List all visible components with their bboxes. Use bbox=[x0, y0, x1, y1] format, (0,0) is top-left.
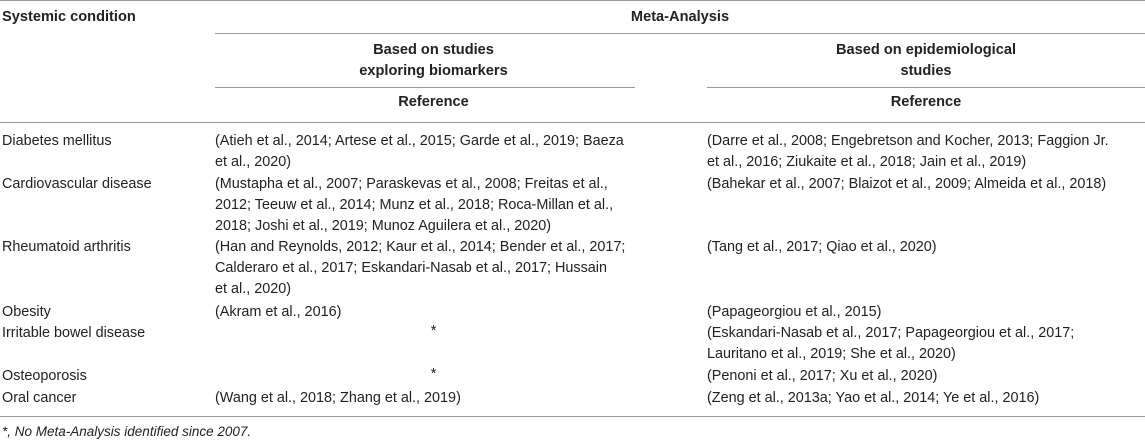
row-biomarkers: (Akram et al., 2016) bbox=[215, 304, 342, 320]
col-title-rule-2 bbox=[707, 87, 1145, 88]
row-epidemiological: (Bahekar et al., 2007; Blaizot et al., 2009; Almeida et al., 2018) bbox=[707, 176, 1107, 192]
header-col2-title: Based on epidemiological studies bbox=[835, 42, 1017, 79]
header-systemic-condition: Systemic condition bbox=[2, 9, 136, 25]
row-condition: Cardiovascular disease bbox=[2, 176, 152, 192]
row-epidemiological: (Darre et al., 2008; Engebretson and Kocher, 2013; Faggion Jr. et al., 2016; Ziukaite et al., 2018; Jain et al., 2019) bbox=[707, 133, 1109, 170]
row-biomarkers: (Wang et al., 2018; Zhang et al., 2019) bbox=[215, 390, 461, 406]
row-condition: Rheumatoid arthritis bbox=[2, 239, 131, 255]
row-condition: Obesity bbox=[2, 304, 51, 320]
header-col1-reference: Reference bbox=[398, 94, 469, 110]
top-rule bbox=[0, 0, 1145, 1]
header-bottom-rule bbox=[0, 122, 1145, 123]
row-epidemiological: (Penoni et al., 2017; Xu et al., 2020) bbox=[707, 368, 938, 384]
row-condition: Diabetes mellitus bbox=[2, 133, 112, 149]
header-col2-reference: Reference bbox=[890, 94, 962, 110]
row-condition: Irritable bowel disease bbox=[2, 325, 146, 341]
row-condition: Oral cancer bbox=[2, 390, 77, 406]
row-epidemiological: (Papageorgiou et al., 2015) bbox=[707, 304, 882, 320]
row-biomarkers: * bbox=[430, 323, 437, 339]
meta-analysis-rule bbox=[215, 33, 1145, 34]
header-meta-analysis: Meta-Analysis bbox=[630, 9, 730, 25]
row-biomarkers: (Han and Reynolds, 2012; Kaur et al., 2014; Bender et al., 2017; Calderaro et al., 2017; Eskandari-Nasab et al., 2017; Hussain et al., 2020) bbox=[215, 239, 626, 297]
row-epidemiological: (Zeng et al., 2013a; Yao et al., 2014; Ye et al., 2016) bbox=[707, 390, 1040, 406]
row-epidemiological: (Tang et al., 2017; Qiao et al., 2020) bbox=[707, 239, 937, 255]
row-epidemiological: (Eskandari-Nasab et al., 2017; Papageorgiou et al., 2017; Lauritano et al., 2019; She et al., 2020) bbox=[707, 325, 1075, 362]
row-biomarkers: * bbox=[430, 366, 437, 382]
bottom-rule bbox=[0, 416, 1145, 417]
row-biomarkers: (Atieh et al., 2014; Artese et al., 2015; Garde et al., 2019; Baeza et al., 2020) bbox=[215, 133, 624, 170]
row-condition: Osteoporosis bbox=[2, 368, 87, 384]
col-title-rule-1 bbox=[215, 87, 635, 88]
header-col1-title: Based on studies exploring biomarkers bbox=[359, 42, 508, 79]
table-footnote: *, No Meta-Analysis identified since 2007. bbox=[2, 424, 252, 439]
row-biomarkers: (Mustapha et al., 2007; Paraskevas et al., 2008; Freitas et al., 2012; Teeuw et al., 2014; Munz et al., 2018; Roca-Millan et al., 2018; Joshi et al., 2019; Munoz Aguilera et al., 2020) bbox=[215, 176, 614, 234]
